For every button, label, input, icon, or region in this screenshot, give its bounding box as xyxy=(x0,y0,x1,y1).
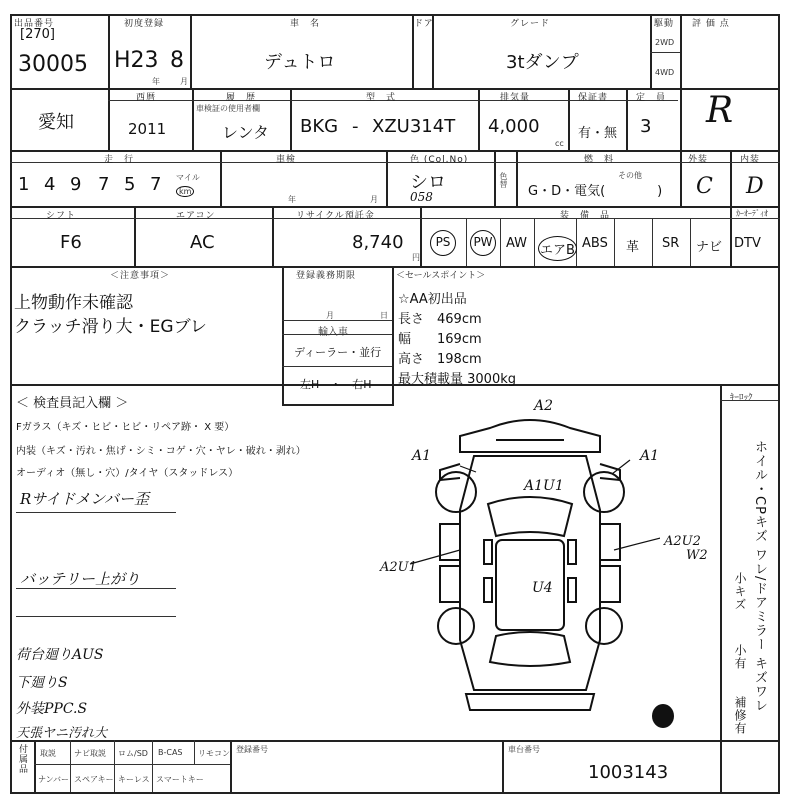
door-header: ドア xyxy=(414,19,434,29)
shift-header: シフト xyxy=(46,211,77,221)
inspector-note: バッテリー上がり xyxy=(20,570,141,588)
history: レンタ xyxy=(222,123,269,142)
color-header: 色 (Col.No) xyxy=(410,155,469,165)
first-registration-month: 8 xyxy=(170,48,184,73)
accessory-item: ロム/SD xyxy=(118,749,148,758)
damage-label: A2U1 xyxy=(380,560,417,575)
note-line: 上物動作未確認 xyxy=(14,293,133,313)
grade: 3tダンプ xyxy=(506,52,579,73)
warranty-header: 保証書 xyxy=(578,93,609,103)
inspector-note: 荷台廻りAUS xyxy=(16,647,104,663)
drive-2wd: 2WD xyxy=(655,38,675,47)
month-kanji: 月 xyxy=(180,77,188,86)
mileage-unit-mile: マイル xyxy=(176,173,200,182)
mileage-digit: 7 xyxy=(150,174,162,195)
shaken-month: 月 xyxy=(370,195,378,204)
year-kanji: 年 xyxy=(152,77,160,86)
mileage-unit-km: km xyxy=(176,186,194,197)
chassis-number: 1003143 xyxy=(588,762,669,783)
capacity: 3 xyxy=(640,116,652,137)
recycle-fee: 8,740 xyxy=(352,232,404,253)
selling-point: 高さ 198cm xyxy=(398,352,482,367)
registration-number-header: 登録番号 xyxy=(236,745,268,754)
shift: F6 xyxy=(60,232,82,253)
year-header: 西暦 xyxy=(136,93,157,103)
accessory-item: キーレス xyxy=(118,775,150,784)
air-conditioner: AC xyxy=(190,232,215,253)
auction-score: R xyxy=(706,90,734,131)
model-dash: - xyxy=(352,116,359,137)
exterior-grade: C xyxy=(696,174,713,199)
damage-legend-sub: 小有 xyxy=(733,644,747,670)
chassis-number-header: 車台番号 xyxy=(508,745,540,754)
car-name: デュトロ xyxy=(264,52,336,73)
note-line: クラッチ滑り大・EGブレ xyxy=(14,317,207,337)
equipment-ps: PS xyxy=(430,230,456,256)
yen-unit: 円 xyxy=(412,253,420,262)
mileage-header: 走 行 xyxy=(104,155,135,165)
mileage-digit: 1 xyxy=(18,174,32,195)
registration-month: 月 xyxy=(326,311,334,320)
equipment-airbag: エアB xyxy=(538,236,577,261)
mileage-digit: 9 xyxy=(70,174,82,195)
inspector-note: 外装PPC.S xyxy=(16,701,88,717)
damage-label: U4 xyxy=(532,580,553,596)
damage-label: W2 xyxy=(686,548,708,563)
navi-header: ｶｰｵｰﾃﾞｨｵ xyxy=(736,209,768,218)
damage-label: A1U1 xyxy=(524,478,564,494)
accessory-item: 取説 xyxy=(40,749,56,758)
lot-small-number: [270] xyxy=(20,27,55,42)
damage-legend-sub: 補修有 xyxy=(733,696,747,735)
equipment-pw: PW xyxy=(470,230,496,256)
drive-header: 駆動 xyxy=(654,19,675,29)
grade-header: グレード xyxy=(510,19,551,29)
capacity-header: 定 員 xyxy=(636,93,667,103)
registration-header: 登録義務期限 xyxy=(296,271,357,281)
mileage-digit: 5 xyxy=(124,174,136,195)
equipment-header: 装 備 品 xyxy=(560,211,611,221)
accessory-item: スマートキー xyxy=(156,775,204,784)
selling-point: ☆AA初出品 xyxy=(398,292,467,307)
lot-number: 30005 xyxy=(18,52,88,77)
damage-label: A2U2 xyxy=(664,534,701,549)
accessory-item: B-CAS xyxy=(158,748,183,757)
equipment-sunroof: SR xyxy=(662,236,680,251)
color: シロ xyxy=(410,172,446,193)
displacement-header: 排気量 xyxy=(500,93,531,103)
first-reg-header: 初度登録 xyxy=(124,19,165,29)
car-name-header: 車 名 xyxy=(290,19,321,29)
interior-header: 内装 xyxy=(740,155,761,165)
registration-day: 日 xyxy=(380,311,388,320)
recycle-header: リサイクル預託金 xyxy=(296,211,375,221)
selling-point: 長さ 469cm xyxy=(398,312,482,327)
selling-points-header: ＜セールスポイント＞ xyxy=(396,271,486,281)
equipment-leather: 革 xyxy=(626,240,640,255)
inspector-note: 下廻りS xyxy=(16,675,68,691)
accessory-item: ナンバー xyxy=(38,775,70,784)
damage-legend: ホイル・CPキズ ワレ/ドアミラー キズワレ xyxy=(752,440,767,713)
exterior-header: 外装 xyxy=(688,155,709,165)
interior-grade: D xyxy=(746,174,764,199)
cc-unit: cc xyxy=(555,139,564,148)
inspector-note: 天張ヤニ汚れ大 xyxy=(16,726,108,741)
mileage-digit: 4 xyxy=(44,174,56,195)
audio-tire-check: オーディオ（無し・穴）/タイヤ（スタッドレス） xyxy=(16,468,239,479)
vehicle-diagram xyxy=(400,400,660,720)
inspector-header: ＜ 検査員記入欄 ＞ xyxy=(16,396,129,411)
fuel-other: その他 xyxy=(618,171,642,180)
displacement: 4,000 xyxy=(488,116,540,137)
equipment-dtv: DTV xyxy=(734,236,761,251)
damage-legend-sub: 小キズ xyxy=(733,572,747,611)
model-header: 型 式 xyxy=(366,93,397,103)
selling-point: 幅 169cm xyxy=(398,332,482,347)
windshield-check: Fガラス（キズ・ヒビ・ヒビ・リペア跡・ X 要） xyxy=(16,422,235,433)
equipment-navi: ナビ xyxy=(696,240,723,255)
mileage-digit: 7 xyxy=(98,174,110,195)
model-code: XZU314T xyxy=(372,116,456,137)
warranty: 有・無 xyxy=(578,126,618,141)
shaken-header: 車検 xyxy=(276,155,297,165)
accessory-item: スペアキー xyxy=(74,775,114,784)
damage-label: A2 xyxy=(534,398,554,414)
drive-4wd: 4WD xyxy=(655,68,675,77)
interior-check: 内装（キズ・汚れ・焦げ・シミ・コゲ・穴・ヤレ・破れ・剥れ） xyxy=(16,446,306,457)
notes-header: ＜注意事項＞ xyxy=(110,271,171,281)
import-header: 輸入車 xyxy=(318,327,348,338)
inspector-note: Rサイドメンバー歪 xyxy=(20,490,150,508)
accessory-item: リモコン xyxy=(198,749,230,758)
key-lock-label: ｷｰﾛｯｸ xyxy=(730,393,753,403)
accessory-item: ナビ取説 xyxy=(74,749,106,758)
prefecture: 愛知 xyxy=(38,112,74,133)
first-registration: H23 xyxy=(114,48,159,73)
equipment-aw: AW xyxy=(506,236,528,251)
history-header: 履 歴 xyxy=(226,93,257,103)
shaken-year: 年 xyxy=(288,195,296,204)
score-header: 評 価 点 xyxy=(692,19,730,29)
import-type: ディーラー・並行 xyxy=(294,346,382,359)
ac-header: エアコン xyxy=(176,211,216,221)
color-change-label: 色替 xyxy=(499,172,508,188)
equipment-abs: ABS xyxy=(582,236,608,251)
handle-side: 左H ・ 右H xyxy=(300,378,372,391)
model-prefix: BKG xyxy=(300,116,339,137)
damage-label: A1 xyxy=(640,448,660,464)
fuel: G・D・電気( ) xyxy=(528,184,663,199)
history-sub: 車検証の使用者欄 xyxy=(196,104,260,113)
color-code: 058 xyxy=(410,190,433,204)
fuel-header: 燃 料 xyxy=(584,155,615,165)
model-year: 2011 xyxy=(128,120,167,138)
lot-header: 出品番号 xyxy=(14,19,55,29)
damage-label: A1 xyxy=(412,448,432,464)
accessories-label: 付属品 xyxy=(17,744,27,774)
selling-point: 最大積載量 3000kg xyxy=(398,372,516,387)
